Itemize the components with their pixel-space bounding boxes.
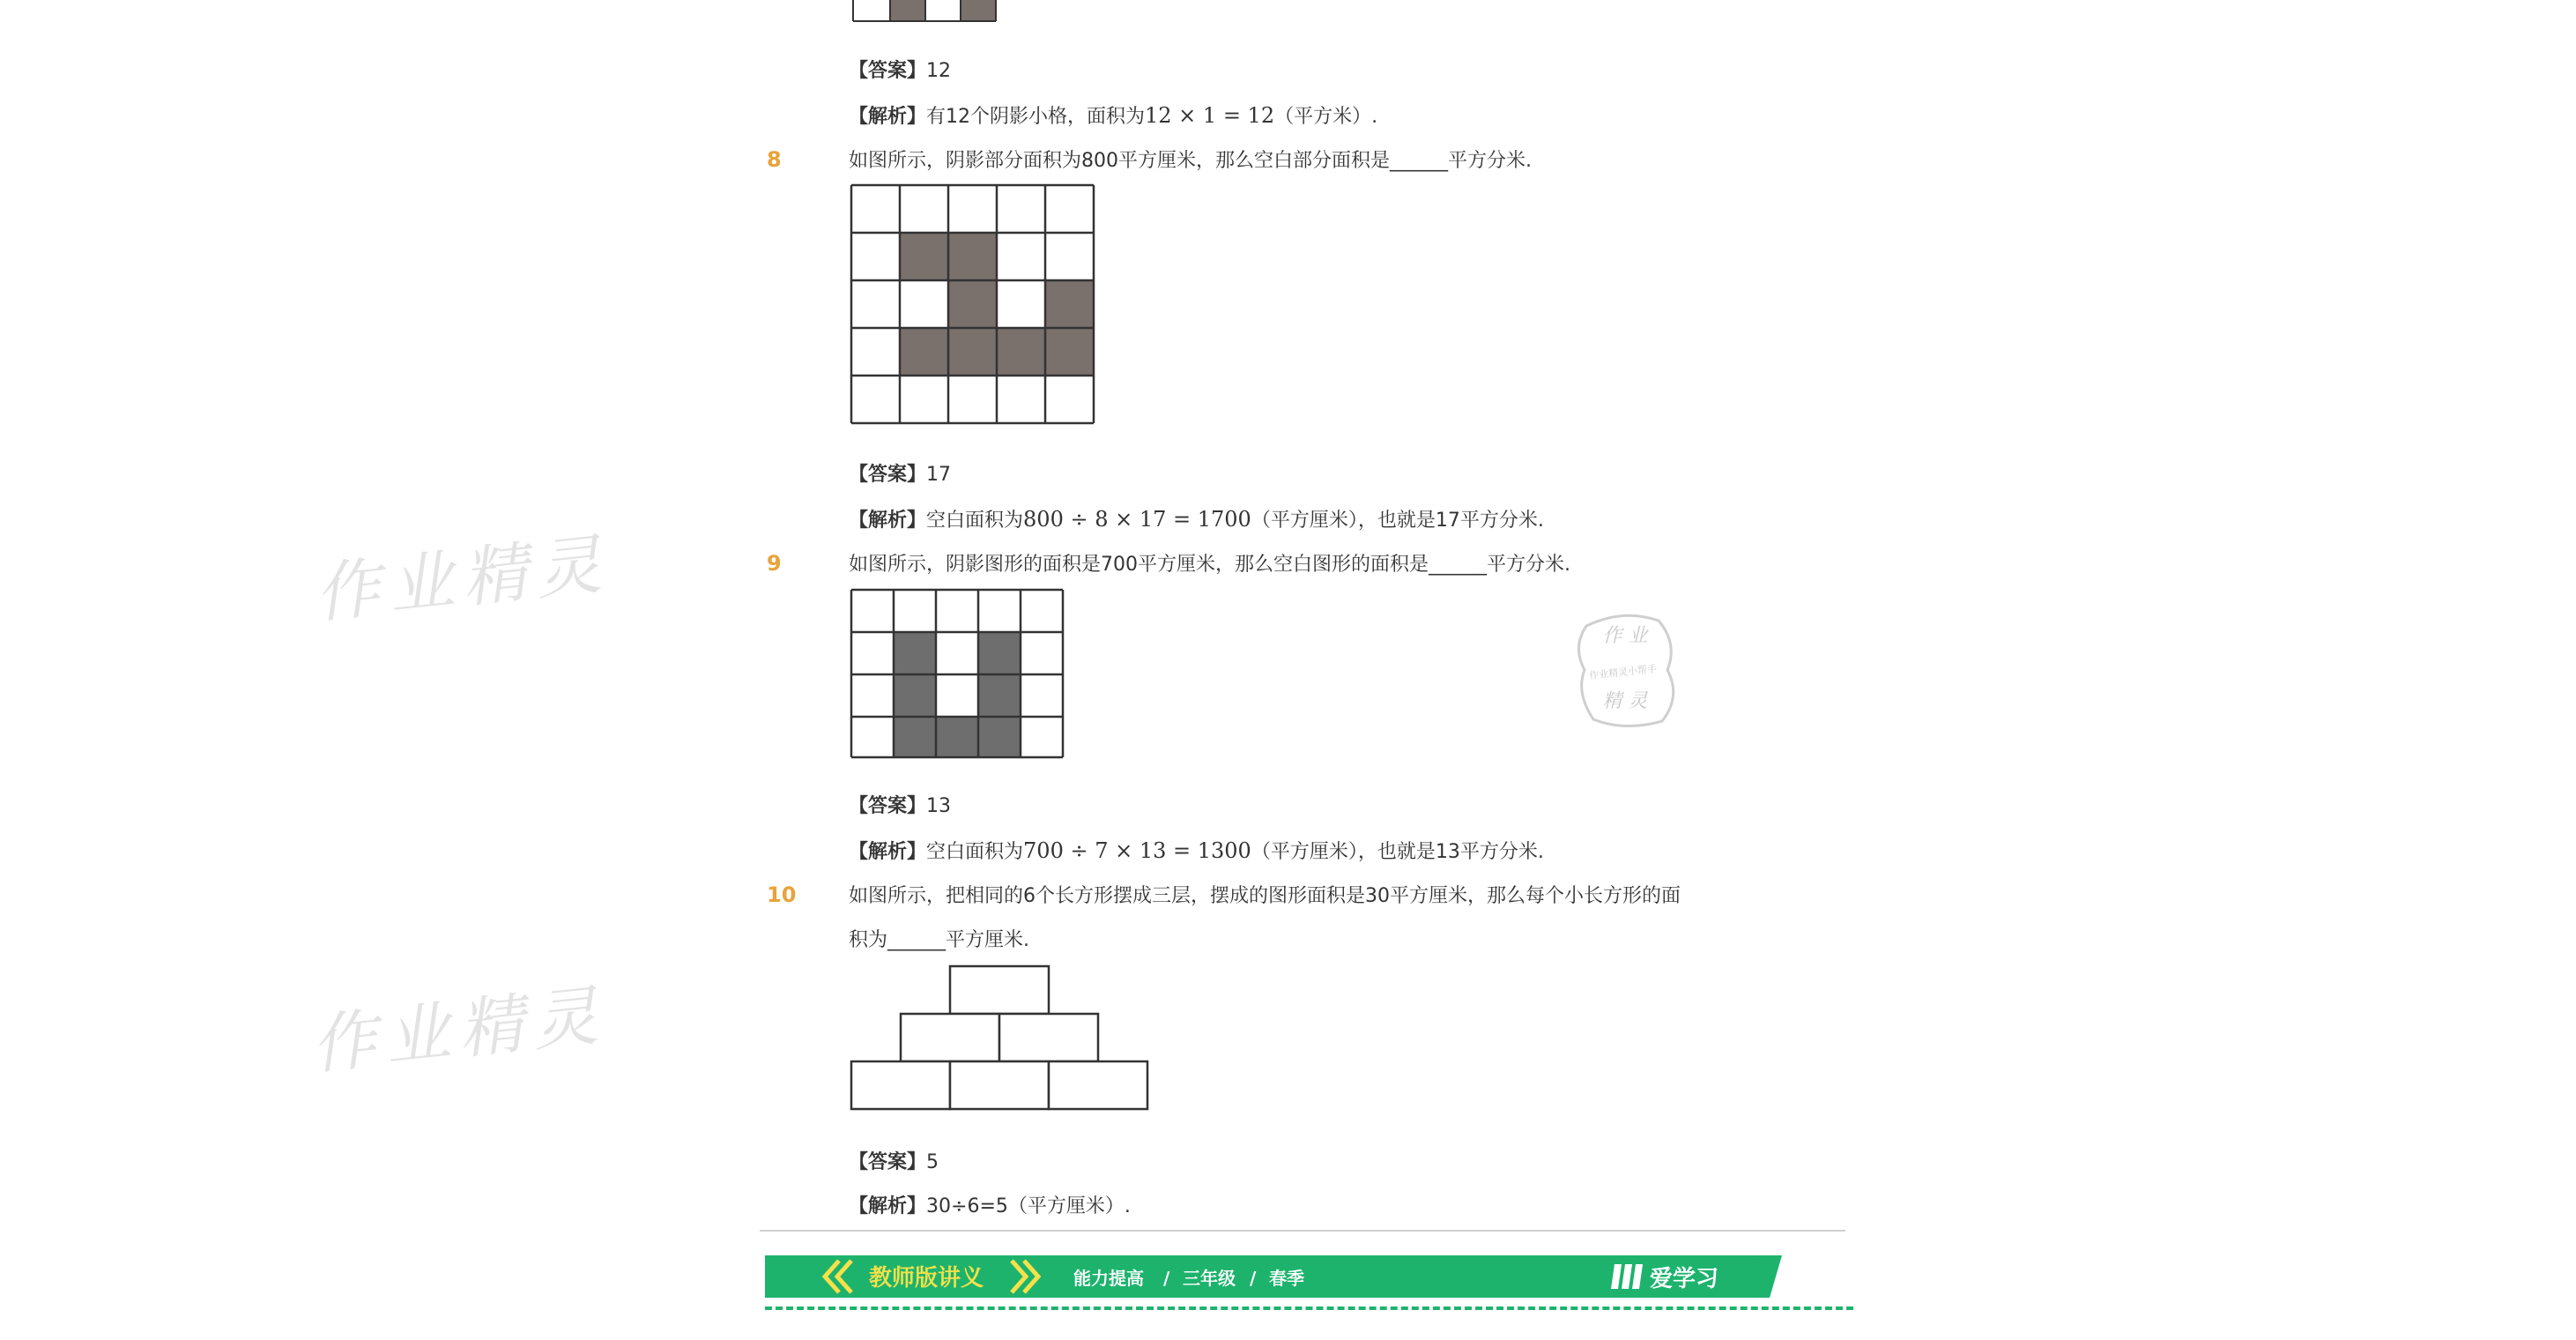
analysis-text-post: （平方厘米），也就是13平方分米.	[1251, 841, 1544, 863]
footer-left-label: 教师版讲义	[869, 1265, 984, 1292]
answer-tag: 【答案】	[849, 60, 927, 82]
stamp-bottom-text: 精 灵	[1602, 690, 1648, 712]
watermark-text-1: 作业精灵	[311, 525, 614, 633]
answer-tag: 【答案】	[849, 1151, 927, 1173]
analysis-text: 空白面积为	[926, 510, 1024, 532]
footer-term: 春季	[1269, 1268, 1304, 1289]
question-number: 10	[767, 882, 797, 907]
stamp-top-text: 作 业	[1602, 625, 1648, 647]
brand-logo-icon	[1611, 1264, 1643, 1289]
analysis-tag: 【解析】	[849, 1195, 927, 1217]
q8-figure-grid	[851, 185, 1098, 428]
analysis-text: 有12个阴影小格，面积为	[926, 106, 1146, 128]
watermark-stamp	[1570, 608, 1685, 732]
analysis-tag: 【解析】	[849, 106, 927, 128]
answer-value: 12	[926, 60, 952, 82]
footer-brand: 爱学习	[1650, 1266, 1719, 1292]
q8-analysis	[849, 506, 1544, 534]
question-number: 8	[767, 147, 782, 172]
q9-figure-grid	[851, 590, 1072, 762]
prev-answer	[849, 58, 951, 85]
footer-grade: 三年级	[1183, 1268, 1236, 1289]
q8-answer	[849, 462, 951, 488]
question-text-line2: 积为______平方厘米.	[849, 929, 1029, 951]
answer-value: 17	[926, 464, 952, 486]
analysis-text-post: （平方米）.	[1274, 106, 1378, 128]
footer-slash-2: /	[1250, 1268, 1257, 1289]
footer-banner	[765, 1255, 1782, 1299]
analysis-text-post: （平方厘米），也就是17平方分米.	[1251, 510, 1544, 532]
q9-answer	[849, 793, 951, 820]
answer-value: 5	[926, 1151, 939, 1173]
analysis-tag: 【解析】	[849, 510, 927, 532]
question-text: 如图所示，阴影图形的面积是700平方厘米，那么空白图形的面积是______平方分米.	[849, 554, 1570, 576]
footer-course: 能力提高	[1073, 1268, 1144, 1289]
answer-tag: 【答案】	[849, 464, 927, 486]
prev-analysis	[849, 102, 1377, 130]
footer-dashed-line	[765, 1306, 1853, 1310]
q9-analysis	[849, 838, 1544, 866]
analysis-math: 800 ÷ 8 × 17 = 1700	[1023, 507, 1251, 532]
answer-tag: 【答案】	[849, 795, 927, 817]
analysis-math: 12 × 1 = 12	[1145, 103, 1275, 128]
q10-answer	[849, 1150, 939, 1176]
answer-value: 13	[926, 795, 952, 817]
question-text-line1: 如图所示，把相同的6个长方形摆成三层，摆成的图形面积是30平方厘米，那么每个小长方形的面	[849, 885, 1681, 907]
question-number: 9	[767, 551, 782, 576]
watermark-text-2: 作业精灵	[308, 977, 611, 1084]
analysis-text: 空白面积为	[926, 841, 1024, 863]
analysis-tag: 【解析】	[849, 841, 927, 863]
question-text: 如图所示，阴影部分面积为800平方厘米，那么空白部分面积是______平方分米.	[849, 150, 1532, 172]
footer-divider	[760, 1230, 1845, 1232]
q10-figure-rectangles	[851, 964, 1151, 1114]
prev-figure-grid	[853, 0, 1029, 26]
q10-analysis	[849, 1194, 1131, 1220]
analysis-text: 30÷6=5（平方厘米）.	[926, 1195, 1131, 1217]
stamp-mid-text: 作业精灵小帮手	[1588, 663, 1658, 682]
analysis-math: 700 ÷ 7 × 13 = 1300	[1023, 838, 1251, 863]
footer-slash-1: /	[1163, 1268, 1170, 1289]
